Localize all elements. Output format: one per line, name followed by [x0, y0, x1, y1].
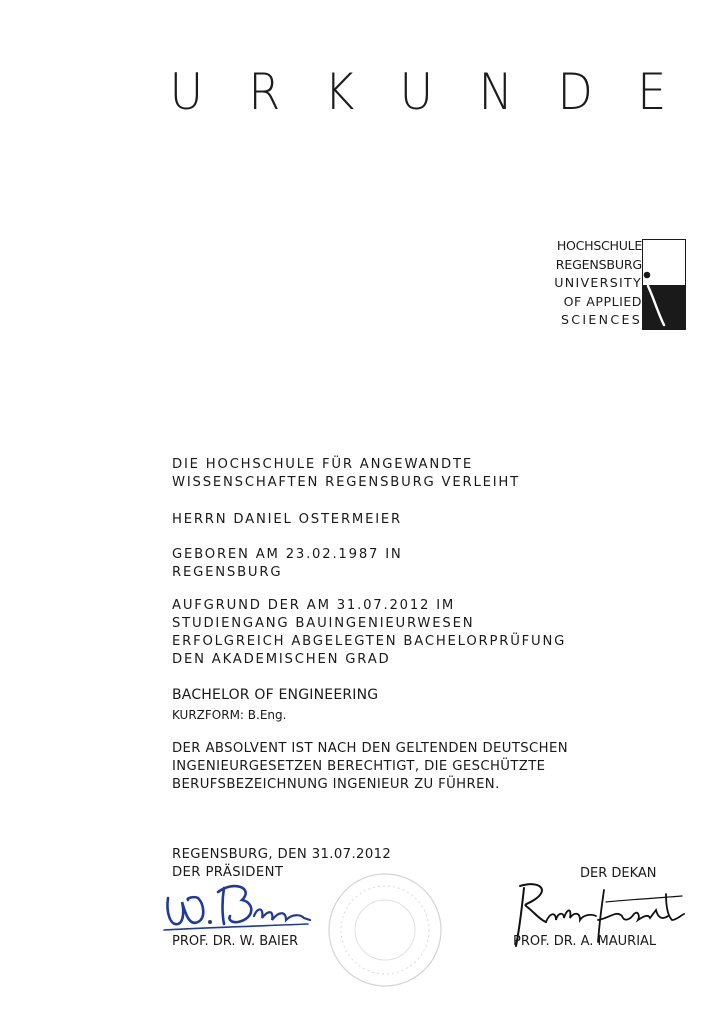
logo-line: OF APPLIED [563, 293, 642, 309]
basis-text [172, 597, 566, 669]
basis-line: STUDIENGANG BAUINGENIEURWESEN [172, 616, 475, 631]
president-name: PROF. DR. W. BAIER [172, 934, 299, 949]
entitlement-text [172, 740, 568, 794]
title-letter: K [324, 63, 355, 121]
degree-name: BACHELOR OF ENGINEERING [172, 687, 379, 703]
recipient-name: HERRN DANIEL OSTERMEIER [172, 512, 402, 527]
basis-line: ERFOLGREICH ABGELEGTEN BACHELORPRÜFUNG [172, 634, 567, 649]
president-signature-icon [158, 876, 318, 936]
president-label: DER PRÄSIDENT [172, 865, 284, 880]
entitlement-line: DER ABSOLVENT IST NACH DEN GELTENDEN DEUTSCHEN [172, 741, 568, 756]
logo-mark-icon [642, 239, 686, 330]
title-letter: U [169, 63, 204, 121]
intro-line: DIE HOCHSCHULE FÜR ANGEWANDTE [172, 457, 473, 472]
title-letter: N [478, 63, 513, 121]
embossed-seal-icon [325, 870, 445, 990]
logo-line: SCIENCES [560, 312, 642, 328]
logo-line: HOCHSCHULE [556, 238, 642, 253]
logo-line: UNIVERSITY [554, 275, 642, 291]
basis-line: DEN AKADEMISCHEN GRAD [172, 652, 391, 667]
logo-line: REGENSBURG [555, 256, 642, 272]
title-letter: U [399, 63, 434, 121]
birth-line: GEBOREN AM 23.02.1987 IN [172, 547, 403, 562]
title-letter: E [637, 63, 667, 121]
degree-short: KURZFORM: B.Eng. [172, 708, 287, 722]
logo-wordmark [554, 237, 642, 330]
intro-line: WISSENSCHAFTEN REGENSBURG VERLEIHT [172, 475, 520, 490]
title-letter: D [557, 63, 593, 121]
dean-name: PROF. DR. A. MAURIAL [513, 934, 657, 949]
birth-info [172, 546, 403, 582]
place-date: REGENSBURG, DEN 31.07.2012 [172, 847, 392, 862]
dean-label: DER DEKAN [580, 866, 657, 881]
entitlement-line: BERUFSBEZEICHNUNG INGENIEUR ZU FÜHREN. [172, 777, 500, 792]
university-logo [540, 237, 686, 332]
basis-line: AUFGRUND DER AM 31.07.2012 IM [172, 598, 456, 613]
document-title [168, 62, 668, 122]
entitlement-line: INGENIEURGESETZEN BERECHTIGT, DIE GESCHÜTZTE [172, 759, 546, 774]
intro-text [172, 456, 520, 492]
birth-line: REGENSBURG [172, 565, 283, 580]
title-letter: R [247, 63, 280, 121]
